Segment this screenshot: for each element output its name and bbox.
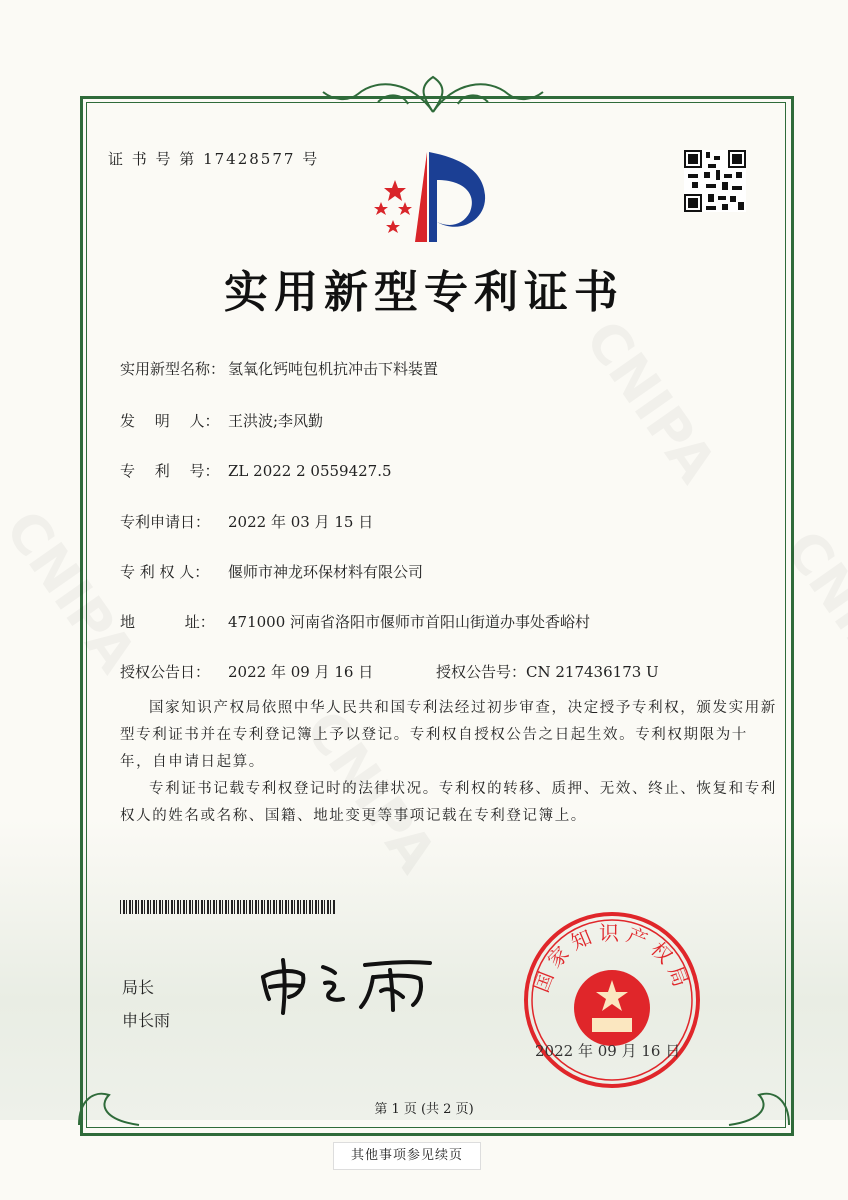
continued-note: 其他事项参见续页 <box>333 1142 481 1170</box>
field-label: 地 址： <box>120 613 215 631</box>
field-value: 471000 河南省洛阳市偃师市首阳山街道办事处香峪村 <box>228 613 591 631</box>
field-address <box>120 611 590 632</box>
field-patent-number <box>120 460 392 481</box>
seal-text: 国家知识产权局 <box>528 921 696 996</box>
field-label: 专 利 号： <box>120 462 220 480</box>
field-utility-model-name <box>120 358 438 379</box>
official-seal-icon <box>522 910 702 1090</box>
field-patentee <box>120 561 423 582</box>
field-label: 专利申请日： <box>120 513 211 531</box>
certificate-number-suffix: 号 <box>302 150 320 168</box>
corner-ornament-icon <box>74 1060 144 1130</box>
seal-date: 2022 年 09 月 16 日 <box>535 1042 681 1060</box>
field-value: 2022 年 09 月 16 日 <box>228 663 374 681</box>
certificate-number-value: 17428577 <box>203 150 296 168</box>
field-label: 发 明 人： <box>120 412 220 430</box>
field-value: CN 217436173 U <box>526 663 659 681</box>
document-title: 实用新型专利证书 <box>224 267 624 318</box>
director-name: 申长雨 <box>122 1011 171 1030</box>
field-value: 王洪波;李风勤 <box>228 412 324 430</box>
field-application-date <box>120 511 373 532</box>
field-value: 氢氧化钙吨包机抗冲击下料装置 <box>228 360 439 378</box>
field-label: 授权公告日： <box>120 663 211 681</box>
field-label: 授权公告号： <box>436 663 527 681</box>
field-value: 2022 年 03 月 15 日 <box>228 513 374 531</box>
qr-code-icon <box>684 150 746 212</box>
field-value: 偃师市神龙环保材料有限公司 <box>228 563 424 581</box>
certificate-number-label: 证 书 号 第 <box>108 150 197 168</box>
corner-ornament-icon <box>724 1060 794 1130</box>
cnipa-logo-icon <box>365 150 490 245</box>
field-inventor <box>120 410 323 431</box>
paragraph: 专利证书记载专利权登记时的法律状况。专利权的转移、质押、无效、终止、恢复和专利权人的姓名或名称、国籍、地址变更等事项记载在专利登记簿上。 <box>120 781 777 824</box>
paragraph: 国家知识产权局依照中华人民共和国专利法经过初步审查，决定授予专利权，颁发实用新型专利证书并在专利登记簿上予以登记。专利权自授权公告之日起生效。专利权期限为十年，自申请日起算。 <box>120 700 777 770</box>
barcode-icon <box>120 900 335 914</box>
field-value: ZL 2022 2 0559427.5 <box>228 462 392 480</box>
field-label: 实用新型名称： <box>120 360 226 378</box>
field-label: 专 利 权 人： <box>120 563 210 581</box>
director-title: 局长 <box>122 978 155 997</box>
certificate-number <box>108 148 319 169</box>
page-number: 第 1 页 (共 2 页) <box>374 1102 474 1117</box>
field-grant-date <box>120 661 373 682</box>
field-announcement-number <box>436 661 659 682</box>
body-text <box>120 695 780 830</box>
signature-icon <box>255 955 440 1015</box>
top-ornament-icon <box>318 72 548 116</box>
